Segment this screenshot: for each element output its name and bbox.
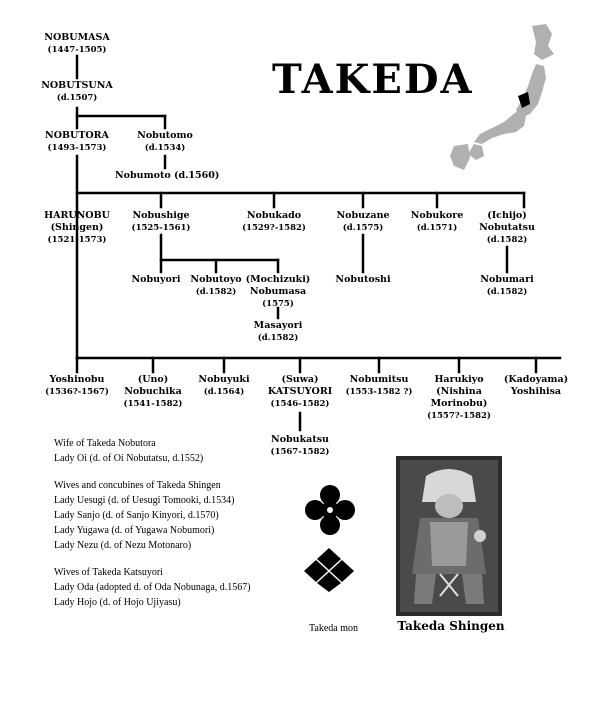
node-nobukore [397, 210, 477, 234]
wives-notes [54, 436, 251, 622]
node-alias: (Shingen) [50, 222, 104, 233]
node-name: Harukiyo [434, 374, 484, 385]
node-nobuchika [113, 374, 193, 410]
node-name: (Ichijo) [487, 210, 527, 221]
node-name: NOBUMASA [44, 32, 110, 43]
node-date: (d.1564) [203, 387, 245, 397]
node-name: Masayori [253, 320, 303, 331]
node-date: (1546-1582) [270, 399, 330, 409]
node-date: (1575) [262, 299, 294, 309]
note-line: Lady Oi (d. of Oi Nobutatsu, d.1552) [54, 453, 204, 464]
node-date: (d.1582) [195, 287, 237, 297]
note-line: Lady Oda (adopted d. of Oda Nobunaga, d.1567) [54, 582, 251, 593]
page-title: TAKEDA [272, 56, 474, 103]
node-alias: Nobuchika [124, 386, 182, 397]
node-name: (Uno) [137, 374, 169, 385]
node-katsuyori [260, 374, 340, 410]
node-date: (d.1571) [416, 223, 458, 233]
node-nobutsuna [32, 80, 122, 104]
node-name: Nobukore [410, 210, 464, 221]
takeda-shingen-portrait [396, 456, 502, 616]
node-date: (1536?-1567) [45, 387, 109, 397]
node-yoshinobu [37, 374, 117, 398]
node-name: HARUNOBU [44, 210, 110, 221]
node-name: (Mochizuki) [245, 274, 311, 285]
node-name: Nobukado [246, 210, 302, 221]
node-date: (d.1582) [486, 235, 528, 245]
node-nobutomo [125, 130, 205, 154]
node-nobumasa [37, 32, 117, 56]
node-name: Nobutoyo [190, 274, 242, 285]
node-alias: Morinobu) [430, 398, 488, 409]
node-nobukado [234, 210, 314, 234]
node-alias: Nobumasa [249, 286, 307, 297]
node-date: (1557?-1582) [427, 411, 491, 421]
node-harunobu [37, 210, 117, 246]
node-date: (1525-1561) [131, 223, 191, 233]
node-name: Nobukatsu [271, 434, 329, 445]
node-name: (Kadoyama) [503, 374, 569, 385]
node-nobutoshi [328, 274, 398, 286]
portrait-image [396, 456, 502, 616]
japan-map-icon [446, 20, 558, 175]
node-nobukatsu [260, 434, 340, 458]
mon-caption: Takeda mon [309, 623, 359, 634]
node-date: (d.1582) [486, 287, 528, 297]
node-nobuyuki [189, 374, 259, 398]
node-name: Nobumitsu [349, 374, 409, 385]
node-nobushige [121, 210, 201, 234]
node-date: (1529?-1582) [242, 223, 306, 233]
note-line: Wife of Takeda Nobutora [54, 438, 156, 449]
note-line: Lady Hojo (d. of Hojo Ujiyasu) [54, 597, 181, 608]
node-alias: KATSUYORI [267, 386, 333, 397]
node-name: NOBUTORA [45, 130, 109, 141]
note-line: Wives of Takeda Katsuyori [54, 567, 163, 578]
node-date: (1567-1582) [270, 447, 330, 457]
node-nobumasa-mochizuki [238, 274, 318, 310]
note-line: Lady Sanjo (d. of Sanjo Kinyori, d.1570) [54, 510, 219, 521]
note-line: Wives and concubines of Takeda Shingen [54, 480, 221, 491]
node-masayori [243, 320, 313, 344]
node-nobutatsu [467, 210, 547, 246]
node-date: (1553-1582 ?) [345, 387, 413, 397]
node-alias: (Nishina [436, 386, 482, 397]
notes-group-shingen [54, 478, 251, 553]
node-date: (d.1534) [144, 143, 186, 153]
notes-group-katsuyori [54, 565, 251, 610]
node-name: Nobuyuki [198, 374, 250, 385]
node-alias: Yoshihisa [510, 386, 562, 397]
node-alias: Nobutatsu [479, 222, 535, 233]
takeda-bishi-mon-icon [302, 547, 356, 593]
node-nobutora [37, 130, 117, 154]
node-name: Nobutoshi [335, 274, 391, 285]
node-nobumoto [115, 170, 220, 182]
node-name: NOBUTSUNA [41, 80, 113, 91]
node-name: Nobuyori [131, 274, 181, 285]
note-line: Lady Yugawa (d. of Yugawa Nobumori) [54, 525, 215, 536]
node-name: Nobumoto (d.1560) [115, 170, 220, 181]
notes-group-nobutora [54, 436, 251, 466]
node-name: Yoshinobu [49, 374, 105, 385]
node-harukiyo [419, 374, 499, 422]
node-name: Nobuzane [336, 210, 390, 221]
node-nobuzane [323, 210, 403, 234]
node-date: (d.1582) [257, 333, 299, 343]
note-line: Lady Nezu (d. of Nezu Motonaro) [54, 540, 192, 551]
node-date: (1541-1582) [123, 399, 183, 409]
node-date: (d.1507) [56, 93, 98, 103]
node-yoshihisa [496, 374, 576, 398]
node-date: (1521-1573) [47, 235, 107, 245]
takeda-hanabishi-mon-icon [304, 484, 356, 536]
node-date: (1493-1573) [47, 143, 107, 153]
node-name: Nobutomo [137, 130, 193, 141]
portrait-caption: Takeda Shingen [397, 619, 505, 633]
node-date: (1447-1505) [47, 45, 107, 55]
node-nobumitsu [339, 374, 419, 398]
node-name: Nobumari [480, 274, 534, 285]
note-line: Lady Uesugi (d. of Uesugi Tomooki, d.1534) [54, 495, 235, 506]
node-name: (Suwa) [281, 374, 319, 385]
node-nobumari [472, 274, 542, 298]
node-date: (d.1575) [342, 223, 384, 233]
node-name: Nobushige [132, 210, 190, 221]
